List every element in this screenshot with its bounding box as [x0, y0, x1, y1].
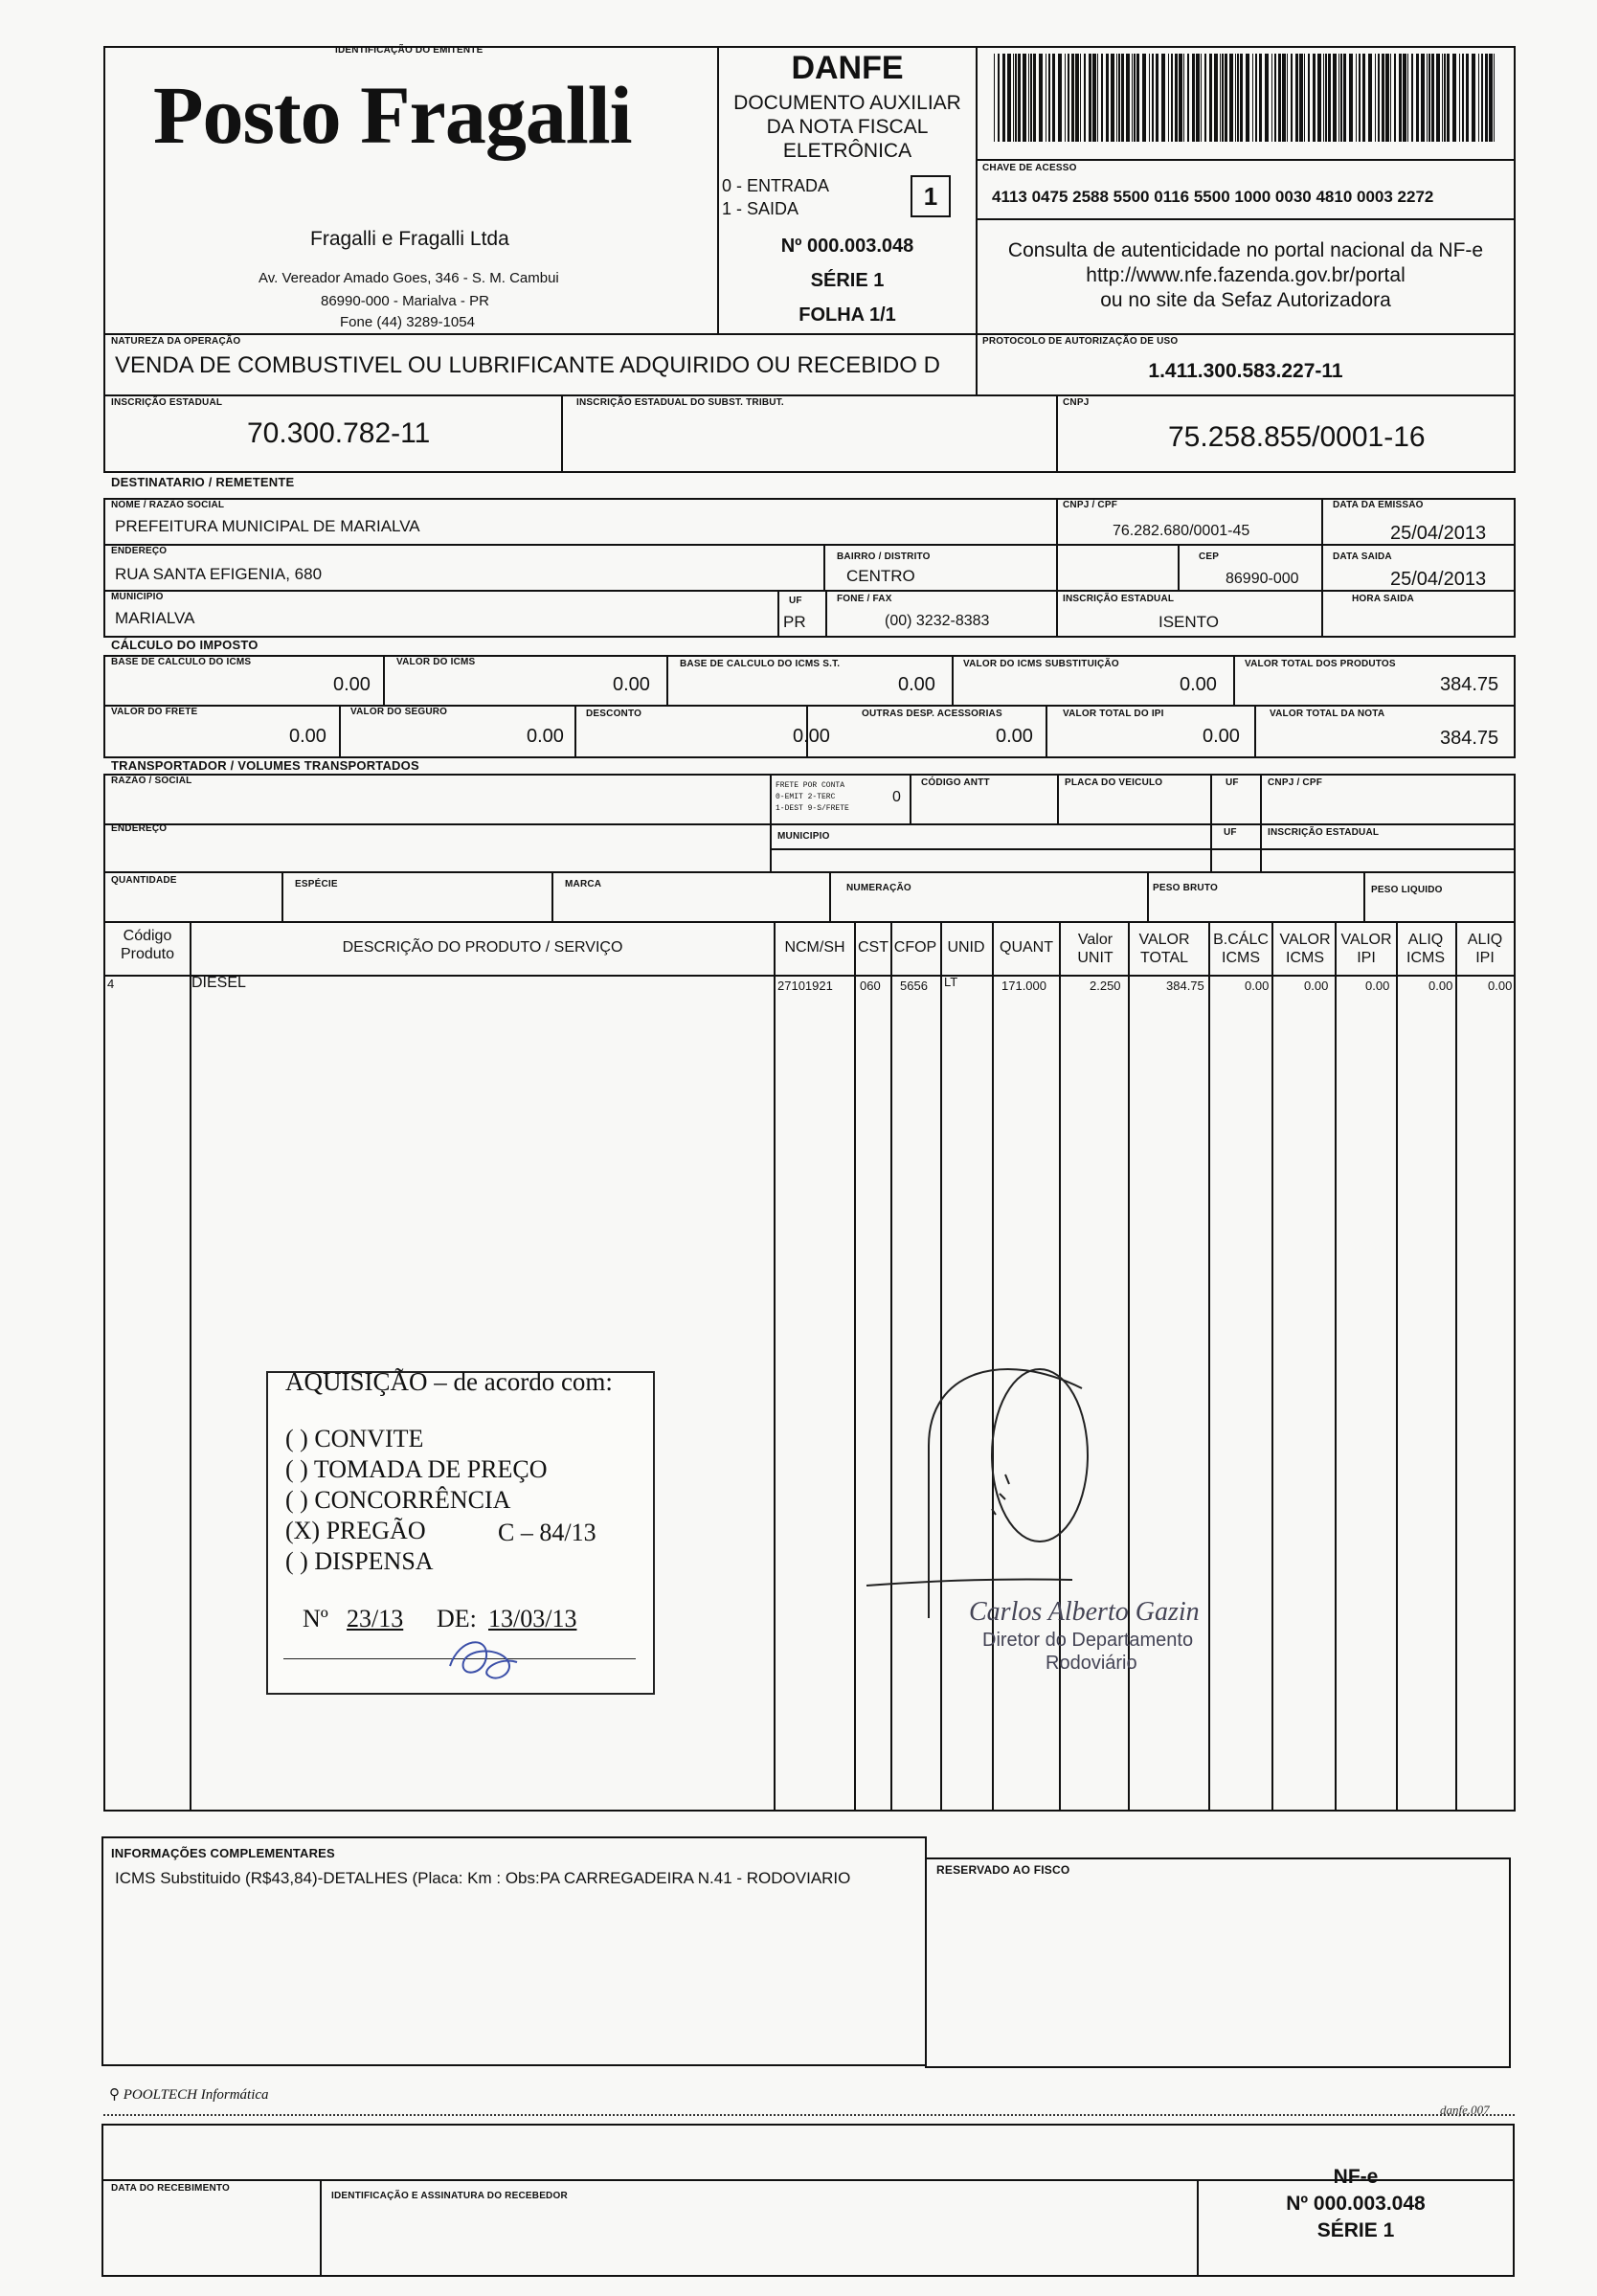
transp-endereco-label: ENDEREÇO — [111, 823, 168, 834]
dest-hora-label: HORA SAIDA — [1352, 594, 1414, 604]
barcode-bar — [1023, 54, 1026, 142]
footer-nfe: NF-e — [1333, 2166, 1379, 2188]
signature-name: Carlos Alberto Gazin — [969, 1597, 1200, 1627]
frete: 0.00 — [289, 726, 326, 747]
td-aliq-icms: 0.00 — [1428, 979, 1453, 993]
barcode-bar — [1229, 54, 1233, 142]
barcode-bar — [1416, 54, 1419, 142]
stamp-opt-convite: ( ) CONVITE — [285, 1425, 424, 1452]
th-unid: UNID — [947, 939, 985, 956]
barcode-bar — [1161, 54, 1165, 142]
ipi-label: VALOR TOTAL DO IPI — [1063, 709, 1164, 719]
danfe-numero: Nº 000.003.048 — [780, 236, 914, 257]
td-unid: LT — [944, 975, 958, 989]
barcode-bar — [1421, 54, 1425, 142]
barcode-bar — [1134, 54, 1136, 142]
barcode-bar — [1489, 54, 1493, 142]
barcode-bar — [1407, 54, 1408, 142]
barcode-bar — [1187, 54, 1189, 142]
barcode-bar — [1259, 54, 1262, 142]
dest-emissao: 25/04/2013 — [1390, 523, 1487, 544]
dest-fone: (00) 3232-8383 — [885, 613, 990, 629]
dest-bairro-label: BAIRRO / DISTRITO — [837, 551, 931, 562]
barcode-bar — [1237, 54, 1239, 142]
barcode-bar — [1494, 54, 1495, 142]
transp-cnpj-label: CNPJ / CPF — [1268, 777, 1323, 788]
dest-saida: 25/04/2013 — [1390, 569, 1487, 590]
stamp-date: 13/03/13 — [488, 1605, 577, 1632]
info-value: ICMS Substituido (R$43,84)-DETALHES (Placa: Km : Obs:PA CARREGADEIRA N.41 - RODOVIARIO — [115, 1869, 851, 1887]
barcode-bar — [1111, 54, 1114, 142]
barcode-bar — [1204, 54, 1206, 142]
th-codigo: Código Produto — [120, 928, 175, 962]
recebimento-label: DATA DO RECEBIMENTO — [111, 2183, 230, 2194]
barcode-bar — [1052, 54, 1055, 142]
th-cst: CST — [858, 939, 888, 956]
barcode-bar — [1278, 54, 1281, 142]
seguro: 0.00 — [527, 726, 564, 747]
barcode-bar — [1394, 54, 1396, 142]
barcode-bar — [1175, 54, 1178, 142]
rubric-signature — [440, 1628, 536, 1691]
barcode-bar — [1447, 54, 1450, 142]
barcode-bar — [1255, 54, 1257, 142]
barcode-bar — [1092, 54, 1096, 142]
barcode-bar — [1343, 54, 1346, 142]
transp-frete-3: 1-DEST 9-S/FRETE — [776, 804, 849, 813]
barcode-bar — [1030, 54, 1032, 142]
barcode-bar — [1118, 54, 1120, 142]
th-cfop: CFOP — [893, 939, 937, 956]
barcode-bar — [1356, 54, 1357, 142]
software-brand — [109, 2085, 269, 2104]
th-bcalc-icms: B.CÁLC ICMS — [1213, 932, 1269, 966]
barcode-bar — [1039, 54, 1043, 142]
protocolo-label: PROTOCOLO DE AUTORIZAÇÃO DE USO — [982, 336, 1179, 347]
danfe-subtitle-2: DA NOTA FISCAL — [766, 116, 929, 138]
barcode-bar — [1235, 54, 1236, 142]
imposto-section-label: CÁLCULO DO IMPOSTO — [111, 638, 259, 652]
stamp-num-label: Nº — [303, 1605, 328, 1632]
barcode-bar — [1222, 54, 1224, 142]
barcode-bar — [1121, 54, 1124, 142]
danfe-tipo: 1 — [923, 182, 938, 211]
barcode-bar — [1328, 54, 1331, 142]
th-aliq-ipi: ALIQ IPI — [1467, 932, 1503, 966]
td-valor-ipi: 0.00 — [1365, 979, 1390, 993]
dest-cnpj-label: CNPJ / CPF — [1063, 500, 1118, 510]
barcode-bar — [1399, 54, 1402, 142]
stamp-opt-pregao: (X) PREGÃO — [285, 1517, 426, 1544]
dest-bairro: CENTRO — [846, 567, 915, 585]
base-icms: 0.00 — [333, 674, 371, 695]
barcode-bar — [1132, 54, 1133, 142]
valor-icms-label: VALOR DO ICMS — [396, 657, 476, 667]
ipi: 0.00 — [1203, 726, 1240, 747]
barcode-bar — [1427, 54, 1428, 142]
vol-quantidade-label: QUANTIDADE — [111, 875, 177, 886]
transp-frete-1: FRETE POR CONTA — [776, 781, 845, 790]
td-cst: 060 — [860, 979, 881, 993]
barcode-bar — [1156, 54, 1158, 142]
transp-frete-2: 0-EMIT 2-TERC — [776, 793, 836, 801]
base-st: 0.00 — [898, 674, 935, 695]
transp-ie-label: INSCRIÇÃO ESTADUAL — [1268, 827, 1380, 838]
ie-label: INSCRIÇÃO ESTADUAL — [111, 397, 223, 408]
dest-cnpj: 76.282.680/0001-45 — [1113, 523, 1250, 539]
dest-uf-label: UF — [789, 596, 802, 606]
danfe-saida: 1 - SAIDA — [722, 199, 799, 218]
barcode-bar — [1338, 54, 1339, 142]
signature-role-2: Rodoviário — [1046, 1653, 1137, 1674]
natureza-label: NATUREZA DA OPERAÇÃO — [111, 336, 241, 347]
barcode-bar — [1080, 54, 1081, 142]
td-valor-unit: 2.250 — [1090, 979, 1121, 993]
th-valor-ipi: VALOR IPI — [1340, 932, 1392, 966]
barcode-bar — [1481, 54, 1483, 142]
barcode-bar — [1349, 54, 1353, 142]
barcode-bar — [1340, 54, 1342, 142]
barcode-bar — [1478, 54, 1479, 142]
valor-st-label: VALOR DO ICMS SUBSTITUIÇÃO — [963, 659, 1119, 669]
barcode-bar — [1378, 54, 1380, 142]
dest-uf: PR — [783, 613, 806, 631]
vol-marca-label: MARCA — [565, 879, 602, 889]
barcode-bar — [1097, 54, 1098, 142]
stamp-pregao-code: C – 84/13 — [498, 1519, 596, 1546]
barcode-bar — [1116, 54, 1117, 142]
barcode-bar — [1220, 54, 1221, 142]
stamp-opt-dispensa: ( ) DISPENSA — [285, 1547, 434, 1575]
dest-endereco-label: ENDEREÇO — [111, 546, 168, 556]
danfe-title: DANFE — [791, 50, 904, 86]
barcode-bar — [1101, 54, 1103, 142]
barcode-bar — [1271, 54, 1272, 142]
frete-label: VALOR DO FRETE — [111, 707, 198, 717]
dest-emissao-label: DATA DA EMISSÃO — [1333, 500, 1424, 510]
barcode-bar — [1304, 54, 1305, 142]
barcode-bar — [1323, 54, 1324, 142]
barcode-bar — [1084, 54, 1086, 142]
barcode-bar — [1282, 54, 1286, 142]
protocolo-value: 1.411.300.583.227-11 — [1148, 360, 1343, 382]
assinatura-label: IDENTIFICAÇÃO E ASSINATURA DO RECEBEDOR — [331, 2191, 568, 2201]
fisco-box — [925, 1857, 1511, 2068]
barcode-bar — [998, 54, 1000, 142]
barcode-bar — [1313, 54, 1316, 142]
barcode-bar — [1007, 54, 1011, 142]
dest-nome: PREFEITURA MUNICIPAL DE MARIALVA — [115, 517, 420, 535]
barcode-bar — [1317, 54, 1321, 142]
dest-section-label: DESTINATARIO / REMETENTE — [111, 475, 295, 489]
signature-role-1: Diretor do Departamento — [982, 1630, 1194, 1651]
barcode-bar — [1183, 54, 1184, 142]
pooltech-logo-icon: ⚲ — [109, 2087, 124, 2103]
th-descricao: DESCRIÇÃO DO PRODUTO / SERVIÇO — [342, 939, 623, 956]
natureza-value: VENDA DE COMBUSTIVEL OU LUBRIFICANTE ADQUIRIDO OU RECEBIDO D — [115, 352, 940, 378]
barcode-bar — [1325, 54, 1327, 142]
barcode-bar — [1485, 54, 1488, 142]
barcode-bar — [1295, 54, 1298, 142]
barcode-bar — [1058, 54, 1062, 142]
table-column-line — [1455, 921, 1457, 1812]
total-prod: 384.75 — [1440, 674, 1499, 695]
barcode-bar — [1287, 54, 1288, 142]
dest-endereco: RUA SANTA EFIGENIA, 680 — [115, 565, 323, 583]
barcode-bar — [1171, 54, 1173, 142]
barcode-bar — [1142, 54, 1146, 142]
valor-icms: 0.00 — [613, 674, 650, 695]
barcode-bar — [1359, 54, 1361, 142]
ie-value: 70.300.782-11 — [247, 417, 431, 449]
vol-peso-bruto-label: PESO BRUTO — [1153, 883, 1218, 893]
transp-placa-label: PLACA DO VEICULO — [1065, 777, 1163, 788]
barcode-bar — [1428, 54, 1430, 142]
transp-razao-label: RAZÃO / SOCIAL — [111, 776, 192, 786]
barcode-bar — [1013, 54, 1014, 142]
outras: 0.00 — [996, 726, 1033, 747]
td-valor-total: 384.75 — [1166, 979, 1204, 993]
dest-fone-label: FONE / FAX — [837, 594, 892, 604]
base-icms-label: BASE DE CALCULO DO ICMS — [111, 657, 252, 667]
barcode-bar — [1436, 54, 1440, 142]
barcode-bar — [1375, 54, 1376, 142]
barcode-bar — [1385, 54, 1389, 142]
barcode-bar — [994, 54, 995, 142]
footer-numero: Nº 000.003.048 — [1286, 2193, 1426, 2215]
cnpj-label: CNPJ — [1063, 397, 1090, 408]
danfe-entrada: 0 - ENTRADA — [722, 176, 830, 195]
td-aliq-ipi: 0.00 — [1488, 979, 1513, 993]
transp-antt-label: CÓDIGO ANTT — [921, 777, 990, 788]
barcode-bar — [1472, 54, 1475, 142]
vol-peso-liquido-label: PESO LIQUIDO — [1371, 885, 1443, 895]
barcode-bar — [1002, 54, 1005, 142]
barcode-bar — [1246, 54, 1249, 142]
barcode-bar — [1149, 54, 1150, 142]
barcode-bar — [1201, 54, 1202, 142]
barcode-bar — [1368, 54, 1372, 142]
barcode-bar — [1225, 54, 1227, 142]
vol-especie-label: ESPÉCIE — [295, 879, 338, 889]
stamp-num: 23/13 — [347, 1605, 404, 1632]
base-st-label: BASE DE CALCULO DO ICMS S.T. — [680, 659, 841, 669]
transp-uf2-label: UF — [1224, 827, 1237, 838]
barcode-bar — [1308, 54, 1310, 142]
transp-uf-label: UF — [1226, 777, 1239, 788]
barcode-bar — [1291, 54, 1293, 142]
table-column-line — [854, 921, 856, 1812]
barcode-bar — [1209, 54, 1212, 142]
barcode-bar — [1362, 54, 1365, 142]
dest-nome-label: NOME / RAZÃO SOCIAL — [111, 500, 225, 510]
barcode-bar — [1152, 54, 1154, 142]
emitente-fone: Fone (44) 3289-1054 — [340, 314, 475, 330]
barcode — [994, 54, 1497, 146]
info-label: INFORMAÇÕES COMPLEMENTARES — [111, 1846, 335, 1860]
stamp-opt-tomada: ( ) TOMADA DE PREÇO — [285, 1455, 548, 1483]
fisco-label: RESERVADO AO FISCO — [936, 1863, 1070, 1877]
dotted-separator — [103, 2114, 1515, 2116]
danfe-subtitle-1: DOCUMENTO AUXILIAR — [733, 92, 961, 114]
total-prod-label: VALOR TOTAL DOS PRODUTOS — [1245, 659, 1396, 669]
dest-saida-label: DATA SAIDA — [1333, 551, 1392, 562]
vol-numeracao-label: NUMERAÇÃO — [846, 883, 911, 893]
barcode-bar — [1028, 54, 1029, 142]
barcode-bar — [1075, 54, 1079, 142]
chave-value: 4113 0475 2588 5500 0116 5500 1000 0030 4810 0003 2272 — [992, 188, 1434, 206]
barcode-bar — [1106, 54, 1109, 142]
transp-section-label: TRANSPORTADOR / VOLUMES TRANSPORTADOS — [111, 758, 419, 773]
td-cfop: 5656 — [900, 979, 928, 993]
td-bcalc-icms: 0.00 — [1245, 979, 1270, 993]
chave-consulta-2: http://www.nfe.fazenda.gov.br/portal — [1086, 264, 1406, 286]
table-column-line — [1396, 921, 1398, 1812]
td-ncm: 27101921 — [777, 979, 833, 993]
dest-cep: 86990-000 — [1226, 571, 1299, 587]
barcode-bar — [1444, 54, 1446, 142]
table-column-line — [1335, 921, 1337, 1812]
table-column-line — [190, 921, 191, 1812]
barcode-bar — [1274, 54, 1276, 142]
barcode-bar — [1136, 54, 1139, 142]
barcode-bar — [1459, 54, 1460, 142]
barcode-bar — [1333, 54, 1337, 142]
dest-ie: ISENTO — [1158, 613, 1219, 631]
barcode-bar — [1018, 54, 1021, 142]
outras-label: OUTRAS DESP. ACESSORIAS — [862, 709, 1002, 719]
barcode-bar — [1462, 54, 1464, 142]
barcode-bar — [1168, 54, 1169, 142]
th-valor-total: VALOR TOTAL — [1138, 932, 1190, 966]
transp-municipio-label: MUNICIPIO — [777, 831, 830, 842]
valor-st: 0.00 — [1180, 674, 1217, 695]
barcode-bar — [1382, 54, 1384, 142]
emitente-endereco: Av. Vereador Amado Goes, 346 - S. M. Cambui — [259, 270, 559, 286]
dest-municipio-label: MUNICIPIO — [111, 592, 164, 602]
barcode-bar — [1214, 54, 1218, 142]
footer-serie: SÉRIE 1 — [1316, 2219, 1395, 2241]
dest-ie-label: INSCRIÇÃO ESTADUAL — [1063, 594, 1175, 604]
th-valor-icms: VALOR ICMS — [1279, 932, 1331, 966]
barcode-bar — [1431, 54, 1434, 142]
td-descricao: DIESEL — [191, 975, 246, 991]
barcode-bar — [1265, 54, 1269, 142]
barcode-bar — [1299, 54, 1303, 142]
software-name: POOLTECH Informática — [123, 2087, 269, 2103]
barcode-bar — [1442, 54, 1443, 142]
td-quant: 171.000 — [1001, 979, 1046, 993]
stamp-title: AQUISIÇÃO – de acordo com: — [285, 1367, 613, 1396]
barcode-bar — [1466, 54, 1469, 142]
th-valor-unit: Valor UNIT — [1077, 932, 1113, 966]
barcode-bar — [1071, 54, 1074, 142]
barcode-bar — [1452, 54, 1456, 142]
desconto-label: DESCONTO — [586, 709, 642, 719]
danfe-serie: SÉRIE 1 — [810, 270, 885, 291]
th-quant: QUANT — [1000, 939, 1053, 956]
emitente-label: IDENTIFICAÇÃO DO EMITENTE — [335, 45, 484, 56]
table-column-line — [1271, 921, 1273, 1812]
td-codigo: 4 — [107, 977, 115, 991]
danfe-subtitle-3: ELETRÔNICA — [782, 140, 912, 162]
seguro-label: VALOR DO SEGURO — [350, 707, 448, 717]
barcode-bar — [1390, 54, 1391, 142]
barcode-bar — [1126, 54, 1130, 142]
barcode-bar — [1065, 54, 1066, 142]
barcode-bar — [1089, 54, 1091, 142]
total-nota: 384.75 — [1440, 728, 1499, 749]
chave-consulta-3: ou no site da Sefaz Autorizadora — [1100, 289, 1391, 311]
barcode-bar — [1015, 54, 1017, 142]
desconto: 0.00 — [793, 726, 830, 747]
emitente-logo: Posto Fragalli — [153, 69, 632, 161]
barcode-bar — [1240, 54, 1243, 142]
barcode-bar — [1403, 54, 1406, 142]
barcode-bar — [1048, 54, 1050, 142]
barcode-bar — [1068, 54, 1069, 142]
emitente-razao: Fragalli e Fragalli Ltda — [310, 228, 509, 250]
barcode-bar — [1252, 54, 1253, 142]
barcode-bar — [1196, 54, 1200, 142]
stamp-opt-concorrencia: ( ) CONCORRÊNCIA — [285, 1486, 511, 1514]
transp-frete-value: 0 — [892, 789, 901, 805]
td-valor-icms: 0.00 — [1304, 979, 1329, 993]
emitente-cep: 86990-000 - Marialva - PR — [321, 293, 489, 309]
ie-st-label: INSCRIÇÃO ESTADUAL DO SUBST. TRIBUT. — [576, 397, 784, 408]
barcode-bar — [1411, 54, 1413, 142]
software-version: danfe.007 — [1440, 2103, 1490, 2117]
table-column-line — [774, 921, 776, 1812]
dest-cep-label: CEP — [1199, 551, 1220, 562]
barcode-bar — [1192, 54, 1195, 142]
danfe-folha: FOLHA 1/1 — [798, 304, 896, 326]
danfe-tipo-box — [911, 175, 951, 217]
dest-municipio: MARIALVA — [115, 609, 195, 627]
chave-consulta-1: Consulta de autenticidade no portal nacional da NF-e — [1007, 239, 1484, 261]
stamp-de-label: DE: — [437, 1605, 477, 1632]
barcode-bar — [1033, 54, 1036, 142]
barcode-bar — [1179, 54, 1182, 142]
chave-label: CHAVE DE ACESSO — [982, 163, 1077, 173]
th-ncm: NCM/SH — [784, 939, 845, 956]
cnpj-value: 75.258.855/0001-16 — [1168, 421, 1426, 453]
total-nota-label: VALOR TOTAL DA NOTA — [1270, 709, 1385, 719]
th-aliq-icms: ALIQ ICMS — [1406, 932, 1445, 966]
